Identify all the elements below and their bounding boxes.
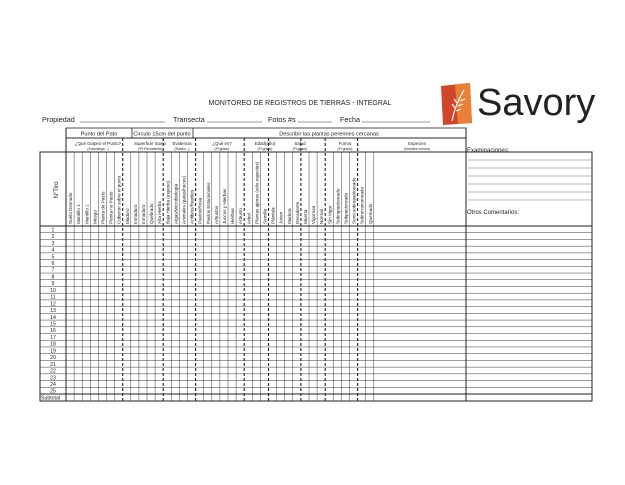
sub-forma-note: (Pl.grado) [337, 147, 353, 151]
column-header-label: Planta no Pasto [108, 191, 114, 224]
sub-que-golpeo-note: (Subcatego...) [87, 147, 109, 151]
row-number: 6 [51, 261, 55, 268]
column-header-label: Quebrado [149, 203, 155, 224]
column-header-label: Subpastoreado [343, 192, 349, 224]
column-header-label: Inmaduro [132, 204, 138, 224]
row-number: 9 [51, 281, 55, 288]
column-header-label: Semilla [262, 208, 268, 224]
column-header-label: Suelo Desnudo [68, 192, 74, 224]
column-header-label: Arbusto [238, 208, 244, 224]
row-number: 8 [51, 274, 55, 281]
column-header-label: Muerta [302, 209, 308, 224]
sub-salud: Salud [294, 141, 306, 146]
column-header-label: Árbol [246, 213, 252, 224]
column-header-label: Pastos/Rosa [197, 197, 203, 224]
group-punto-del-pato: Punto del Pato [80, 131, 118, 138]
sub-especies: Especies [408, 141, 426, 146]
sub-superficie: Superficie Suelo [134, 141, 166, 146]
column-header-label: Algas/Microbiología [173, 183, 179, 224]
column-header-label: Maduro [124, 208, 130, 224]
column-header-label: Juncos y Hierbas [221, 188, 227, 224]
form-title: MONITOREO DE REGISTROS DE TIERRAS - INTEGRAL [208, 100, 392, 107]
row-number: 7 [51, 267, 55, 274]
sub-que-es: ¿Qué es? [212, 141, 232, 146]
right-panel [467, 148, 519, 216]
column-header-label: Inmaduro [140, 204, 146, 224]
column-headers [68, 161, 373, 224]
header-fields [42, 115, 430, 124]
column-header-label: Cobertor sobre el punto [116, 175, 122, 224]
row-number: 21 [50, 361, 56, 368]
column-header-label: Plantas ajenas (sólo especies) [254, 161, 260, 224]
column-header-label: Madura [286, 208, 292, 224]
row-number: 17 [50, 334, 56, 341]
row-header: N°Tiro [54, 181, 60, 199]
savory-logo [441, 82, 595, 125]
sub-especies-note: (Nombre común) [404, 147, 430, 151]
property-label: Propiedad [42, 115, 75, 124]
sub-forma: Forma [338, 141, 352, 146]
column-header-label: Joven [278, 211, 284, 224]
column-header-label: Hierbas [230, 208, 236, 224]
row-number: 1 [51, 227, 55, 234]
transect-label: Transecta [173, 115, 205, 124]
row-number: 18 [50, 341, 56, 348]
date-label: Fecha [340, 115, 360, 124]
sub-evidencia: Evidencia [172, 141, 192, 146]
sub-que-es-note: (Pl.grado) [214, 147, 230, 151]
row-number: 3 [51, 240, 55, 247]
column-header-label: Mantillo 2 [84, 204, 90, 224]
row-number: 11 [50, 294, 56, 301]
sub-que-golpeo: ¿Qué Golpeó el Punto? [74, 141, 122, 146]
column-header-label: Plántula [270, 207, 276, 224]
sub-salud-note: (Pl.grado) [292, 147, 308, 151]
group-header-row [66, 128, 466, 138]
row-number: 19 [50, 348, 56, 355]
column-header-label: Animales (patas/heces) [181, 175, 187, 224]
column-header-label: Quemado [367, 203, 373, 224]
row-number: 2 [51, 234, 55, 241]
column-header-label: Baja Hierba (espeso) [165, 180, 171, 224]
row-number: 5 [51, 254, 55, 261]
column-header-label: Sobrerramoneado [359, 186, 365, 224]
column-header-label: Alta Hierba [157, 201, 163, 224]
group-describir: Describir las plantas perennes cercanas [279, 131, 379, 138]
row-number: 14 [50, 314, 56, 321]
row-number: 25 [50, 388, 56, 395]
row-number: 20 [50, 355, 56, 362]
row-number: 15 [50, 321, 56, 328]
comments-label: Otros Comentarios: [467, 210, 520, 216]
column-header-label: Mantillo 1 [76, 204, 82, 224]
row-number: 24 [50, 381, 56, 388]
brand-name: Savory [477, 82, 596, 124]
column-header-label: Arbustos [213, 205, 219, 224]
row-number: 16 [50, 328, 56, 335]
column-header-label: Sobrepastoreado [335, 188, 341, 224]
column-header-label: Normal [319, 209, 325, 224]
sub-evidencia-note: (Rastro...) [174, 147, 190, 151]
column-header-label: Sin Vigor [327, 205, 333, 224]
column-header-label: Vigorosa [311, 205, 317, 224]
row-number: 23 [50, 375, 56, 382]
row-number: 12 [50, 301, 56, 308]
row-number: 13 [50, 308, 56, 315]
subtotal-label: Subtotal [41, 395, 61, 402]
column-header-label: Musgo [92, 210, 98, 224]
photos-label: Fotos #s [268, 115, 296, 124]
column-header-label: Planta de Pasto [100, 191, 106, 224]
row-numbers [41, 227, 60, 401]
row-number: 4 [51, 247, 55, 254]
column-header-label: Pastos Estacionales [205, 182, 211, 224]
row-number: 10 [50, 287, 56, 294]
sub-edad-note: (Pl.grado) [257, 147, 273, 151]
data-grid [40, 128, 592, 401]
sub-superficie-note: (*Pl.Persistente) [137, 147, 163, 151]
examinations-label: Examinaciones: [467, 148, 510, 154]
column-header-label: Anfibios/Reptiles [189, 189, 195, 224]
row-number: 22 [50, 368, 56, 375]
sub-edad: Edad(año) [254, 141, 276, 146]
group-circulo: Circulo 15cm del punto [133, 131, 191, 138]
subgroup-header-row [66, 138, 466, 152]
column-header-label: Decadente [294, 201, 300, 224]
column-header-label: Semi-sobrepastoreado [351, 177, 357, 224]
